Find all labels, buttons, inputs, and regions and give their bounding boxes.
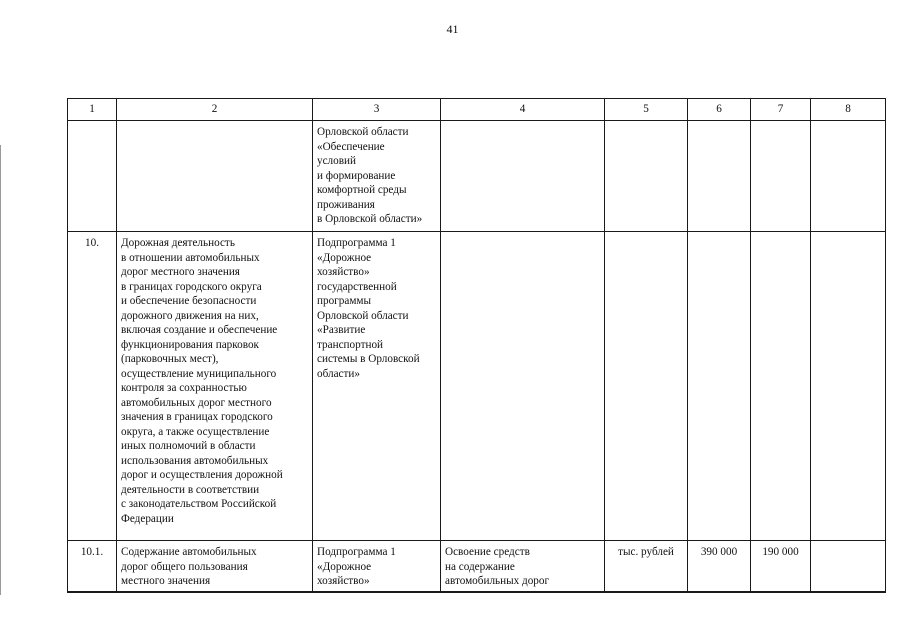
program-cell: Орловской области «Обеспечение условий и формирование комфортной среды проживания в Орловской области» bbox=[313, 121, 441, 232]
header-cell: 6 bbox=[688, 99, 751, 121]
value-6-cell bbox=[688, 232, 751, 541]
unit-cell bbox=[605, 232, 688, 541]
header-cell: 5 bbox=[605, 99, 688, 121]
value-8-cell bbox=[811, 232, 886, 541]
value-6-cell: 390 000 bbox=[688, 541, 751, 593]
value-7-cell bbox=[751, 121, 811, 232]
program-cell: Подпрограмма 1 «Дорожное хозяйство» bbox=[313, 541, 441, 593]
value-8-cell bbox=[811, 541, 886, 593]
activity-cell: Дорожная деятельность в отношении автомобильных дорог местного значения в границах городского округа и обеспечение безопасности дорожного движения на них, включая создание и обеспечение функционирования парковок (парковочных мест), осуществление муниципального контроля за сохранностью автомобильных дорог местного значения в границах городского округа, а также осуществление иных полномочий в области использования автомобильных дорог и осуществления дорожной деятельности в соответствии с законодательством Российской Федерации bbox=[117, 232, 313, 541]
program-cell: Подпрограмма 1 «Дорожное хозяйство» государственной программы Орловской области «Развитие транспортной системы в Орловской области» bbox=[313, 232, 441, 541]
indicator-cell: Освоение средств на содержание автомобильных дорог bbox=[441, 541, 605, 593]
header-cell: 2 bbox=[117, 99, 313, 121]
value-8-cell bbox=[811, 121, 886, 232]
value-6-cell bbox=[688, 121, 751, 232]
header-cell: 8 bbox=[811, 99, 886, 121]
activity-cell: Содержание автомобильных дорог общего пользования местного значения bbox=[117, 541, 313, 593]
value-7-cell bbox=[751, 232, 811, 541]
row-number-cell: 10. bbox=[68, 232, 117, 541]
unit-cell bbox=[605, 121, 688, 232]
value-7-cell: 190 000 bbox=[751, 541, 811, 593]
table-header-row bbox=[68, 99, 886, 121]
table-row bbox=[68, 121, 886, 232]
header-cell: 4 bbox=[441, 99, 605, 121]
header-cell: 1 bbox=[68, 99, 117, 121]
scan-edge-line bbox=[0, 145, 1, 595]
row-number-cell bbox=[68, 121, 117, 232]
indicator-cell bbox=[441, 121, 605, 232]
page-number: 41 bbox=[446, 22, 459, 36]
table-row bbox=[68, 541, 886, 593]
table-row bbox=[68, 232, 886, 541]
header-cell: 7 bbox=[751, 99, 811, 121]
header-cell: 3 bbox=[313, 99, 441, 121]
data-table bbox=[67, 98, 886, 593]
activity-cell bbox=[117, 121, 313, 232]
unit-cell: тыс. рублей bbox=[605, 541, 688, 593]
row-number-cell: 10.1. bbox=[68, 541, 117, 593]
indicator-cell bbox=[441, 232, 605, 541]
